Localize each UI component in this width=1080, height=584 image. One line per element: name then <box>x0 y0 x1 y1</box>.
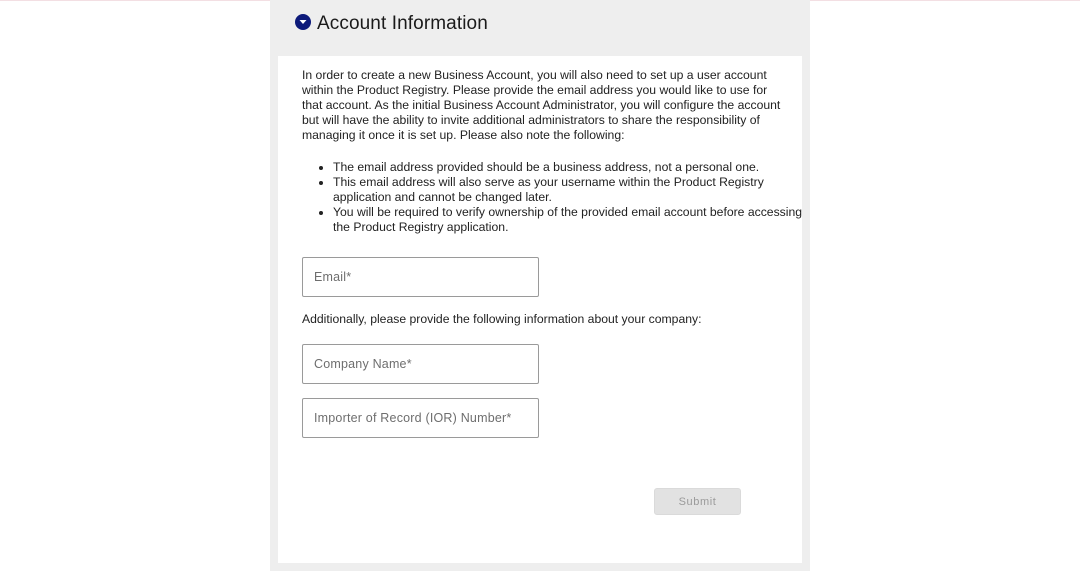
additional-info-text: Additionally, please provide the following information about your company: <box>302 312 702 326</box>
company-name-input[interactable] <box>303 345 538 383</box>
ior-number-field[interactable] <box>302 398 539 438</box>
notes-list <box>302 160 813 235</box>
intro-text: In order to create a new Business Account, you will also need to set up a user account within the Product Registry. Please provide the email address you would like to use for that account. As the initial Business Account Administrator, you will configure the account but will have the ability to invite additional administrators to share the responsibility of managing it once it is set up. Please also note the following: <box>302 68 781 142</box>
company-name-field[interactable] <box>302 344 539 384</box>
chevron-down-icon[interactable] <box>295 14 311 30</box>
email-input[interactable] <box>303 258 538 296</box>
section-header <box>295 12 488 36</box>
chevron-down-icon-glyph <box>299 19 307 25</box>
list-item: • This email address will also serve as your username within the Product Registry application and cannot be changed later. <box>333 175 813 205</box>
ior-number-input[interactable] <box>303 399 538 437</box>
submit-button[interactable]: Submit <box>654 488 741 515</box>
account-information-panel <box>270 0 810 571</box>
section-title: Account Information <box>317 13 488 34</box>
form-card <box>278 56 802 563</box>
list-item: • You will be required to verify ownership of the provided email account before accessing the Product Registry application. <box>333 205 813 235</box>
list-item: • The email address provided should be a business address, not a personal one. <box>333 160 813 175</box>
email-field[interactable] <box>302 257 539 297</box>
